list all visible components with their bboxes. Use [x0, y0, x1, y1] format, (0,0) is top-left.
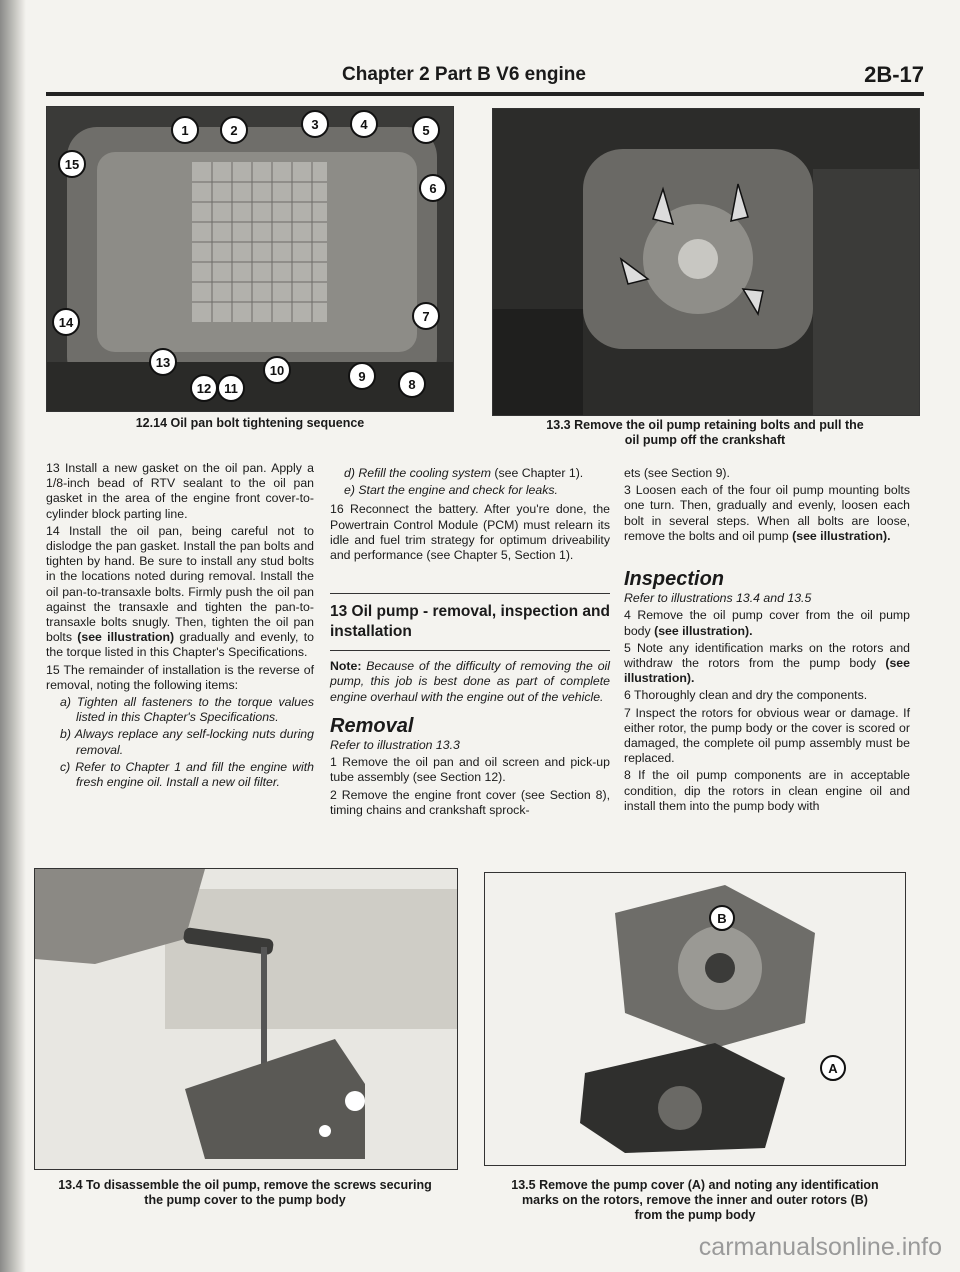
- section-rule-top: [330, 593, 610, 594]
- step-1: 1 Remove the oil pan and oil screen and pick-up tube assembly (see Section 12).: [330, 755, 610, 785]
- callout-3: 3: [311, 117, 319, 132]
- watermark-text[interactable]: carmanualsonline.info: [698, 1233, 942, 1261]
- text-column-1: [46, 461, 314, 792]
- caption-13-4-line2: the pump cover to the pump body: [144, 1193, 346, 1207]
- list-item-a: a) Tighten all fasteners to the torque values listed in this Chapter's Specifications.: [60, 695, 314, 725]
- heading-inspection: Inspection: [624, 568, 725, 591]
- caption-13-4-line1: 13.4 To disassemble the oil pump, remove the screws securing: [58, 1178, 432, 1192]
- caption-13-3-line2: oil pump off the crankshaft: [624, 433, 786, 447]
- caption-12-14: 12.14 Oil pan bolt tightening sequence: [135, 416, 365, 430]
- step-4: 4 Remove the oil pump cover from the oil pump body (see illustration).: [624, 608, 910, 638]
- caption-13-5-line1: 13.5 Remove the pump cover (A) and noting any identification: [511, 1178, 879, 1192]
- caption-13-3: [490, 418, 920, 448]
- caption-13-5-line2: marks on the rotors, remove the inner and outer rotors (B): [522, 1193, 868, 1207]
- header-rule: [46, 92, 924, 96]
- list-item-e: e) Start the engine and check for leaks.: [344, 483, 558, 498]
- callout-13: 13: [155, 355, 171, 370]
- callout-5: 5: [422, 123, 430, 138]
- page-number: 2B-17: [864, 62, 924, 87]
- callout-15: 15: [64, 157, 80, 172]
- list-item-c: c) Refer to Chapter 1 and fill the engine with fresh engine oil. Install a new oil filter.: [60, 759, 314, 790]
- callouts-13-5: [484, 872, 904, 1164]
- book-binding-shadow: [0, 0, 26, 1272]
- callouts-12-14: [46, 106, 452, 410]
- step-7: 7 Inspect the rotors for obvious wear or damage. If either rotor, the pump body or the cover is scored or damaged, the complete oil pump assembly must be replaced.: [624, 705, 910, 766]
- callout-2: 2: [230, 123, 238, 138]
- list-item-d: d) Refill the cooling system (see Chapter 1).: [344, 466, 584, 480]
- note-paragraph: Note: Because of the difficulty of removing the oil pump, this job is best done as part of complete engine overhaul with the engine out of the vehicle.: [330, 659, 610, 704]
- list-item-b: b) Always replace any self-locking nuts during removal.: [60, 727, 314, 757]
- paragraph-13: 13 Install a new gasket on the oil pan. Apply a 1/8-inch bead of RTV sealant to the oil pan gasket in the area of the engine front cover-to-cylinder block parting line.: [46, 461, 314, 521]
- callout-9: 9: [358, 369, 366, 384]
- callout-6: 6: [429, 181, 437, 196]
- text-column-2: [330, 466, 610, 820]
- paragraph-14: 14 Install the oil pan, being careful not to dislodge the pan gasket. Install the pan bolts and tighten by hand. Be sure to install any stud bolts in the locations noted during removal. Install the oil pan-to-transaxle bolts. Firmly push the oil pan against the transaxle and tighten the pan-to-transaxle bolts snugly. Then, tighten the oil pan bolts (see illustration) gradually and evenly, to the torque listed in this Chapter's Specifications.: [46, 523, 314, 660]
- caption-13-5-line3: from the pump body: [634, 1208, 756, 1222]
- callout-14: 14: [58, 315, 74, 330]
- step-2-continued: ets (see Section 9).: [624, 466, 730, 480]
- callout-12: 12: [196, 381, 212, 396]
- photo-oil-pump-disassembly: [34, 868, 458, 1170]
- callout-1: 1: [181, 123, 189, 138]
- photo-oil-pump-removal: [492, 108, 920, 416]
- section-rule-bottom: [330, 650, 610, 651]
- step-3: 3 Loosen each of the four oil pump mounting bolts one turn. Then, gradually and evenly, loosen each bolt in several steps. When all bolts are loose, remove the bolts and oil pump (see illustration).: [624, 483, 910, 543]
- step-5: 5 Note any identification marks on the rotors and withdraw the rotors from the pump body (see illustration).: [624, 640, 910, 686]
- callout-a: A: [828, 1061, 838, 1076]
- text-column-3: [624, 466, 910, 816]
- heading-removal: Removal: [330, 714, 414, 737]
- caption-13-5: [480, 1178, 910, 1223]
- callout-7: 7: [422, 309, 430, 324]
- paragraph-15: 15 The remainder of installation is the reverse of removal, noting the following items:: [46, 662, 314, 692]
- removal-illustration-ref: Refer to illustration 13.3: [330, 738, 460, 753]
- running-header-title: Chapter 2 Part B V6 engine: [342, 64, 586, 85]
- step-2: 2 Remove the engine front cover (see Section 8), timing chains and crankshaft sprock-: [330, 787, 610, 817]
- inspection-illustration-ref: Refer to illustrations 13.4 and 13.5: [624, 591, 812, 606]
- callout-b: B: [717, 911, 727, 926]
- callout-10: 10: [269, 363, 285, 378]
- callout-8: 8: [408, 377, 416, 392]
- caption-13-3-line1: 13.3 Remove the oil pump retaining bolts and pull the: [546, 418, 864, 432]
- callout-11: 11: [224, 381, 238, 396]
- step-8: 8 If the oil pump components are in acceptable condition, dip the rotors in clean engine oil and install them into the pump body with: [624, 768, 910, 813]
- section-heading-13: 13 Oil pump - removal, inspection and installation: [330, 603, 610, 641]
- step-6: 6 Thoroughly clean and dry the components.: [624, 688, 868, 703]
- paragraph-16: 16 Reconnect the battery. After you're done, the Powertrain Control Module (PCM) must relearn its idle and fuel trim strategy for optimum driveability and performance (see Chapter 5, Section 1).: [330, 502, 610, 563]
- callout-4: 4: [360, 117, 368, 132]
- caption-13-4: [34, 1178, 456, 1208]
